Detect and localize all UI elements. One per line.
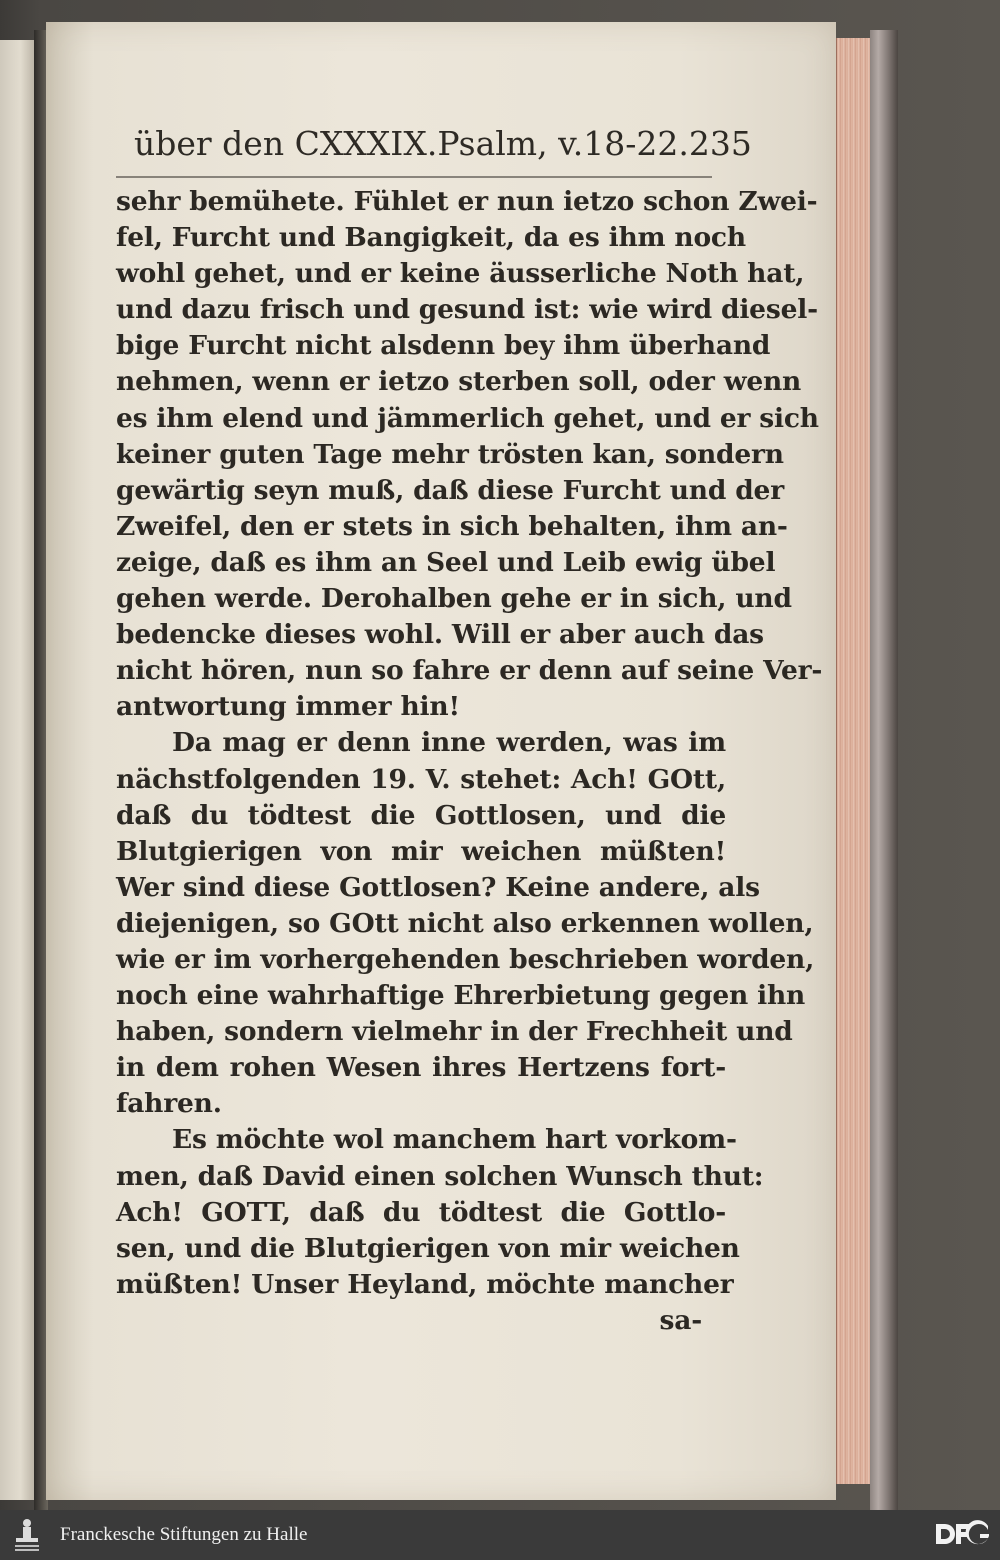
text-line: daß du tödtest die Gottlosen, und die — [116, 799, 726, 831]
text-line: in dem rohen Wesen ihres Hertzens fort- — [116, 1052, 726, 1084]
text-line: gewärtig seyn muß, daß diese Furcht und der — [116, 474, 784, 506]
text-line: noch eine wahrhaftige Ehrerbietung gegen ihn — [116, 980, 806, 1012]
text-line: zeige, daß es ihm an Seel und Leib ewig übel — [116, 546, 776, 578]
running-header-title: über den CXXXIX.Psalm, v.18-22. — [134, 124, 689, 163]
text-line: Es möchte wol manchem hart vorkom- — [172, 1124, 737, 1156]
text-line: bige Furcht nicht alsdenn bey ihm überhand — [116, 330, 771, 362]
footer-organization: Franckesche Stiftungen zu Halle — [60, 1524, 308, 1545]
text-line: haben, sondern vielmehr in der Frechheit und — [116, 1016, 793, 1048]
text-line: sehr bemühete. Fühlet er nun ietzo schon Zwei- — [116, 186, 818, 217]
text-line: fel, Furcht und Bangigkeit, da es ihm noch — [116, 222, 746, 254]
footer-bar — [0, 1510, 1000, 1560]
book-cover-edge — [870, 30, 898, 1510]
text-line: Zweifel, den er stets in sich behalten, ihm an- — [116, 510, 788, 542]
text-line: wie er im vorhergehenden beschrieben worden, — [116, 943, 815, 975]
text-line: nehmen, wenn er ietzo sterben soll, oder wenn — [116, 366, 802, 398]
text-line: fahren. — [116, 1088, 222, 1120]
text-line: müßten! Unser Heyland, möchte mancher — [116, 1268, 734, 1300]
previous-page-edge — [0, 40, 36, 1500]
header-rule — [116, 176, 712, 178]
text-line: antwortung immer hin! — [116, 691, 460, 723]
text-line: und dazu frisch und gesund ist: wie wird diesel- — [116, 294, 818, 326]
text-line: Blutgierigen von mir weichen müßten! — [116, 835, 726, 867]
page-text — [116, 118, 823, 1339]
dfg-logo-icon — [934, 1520, 990, 1548]
text-line: Da mag er denn inne werden, was im — [172, 727, 726, 759]
text-line: nächstfolgenden 19. V. stehet: Ach! GOtt, — [116, 763, 726, 795]
text-line: keiner guten Tage mehr trösten kan, sondern — [116, 438, 784, 470]
text-line: nicht hören, nun so fahre er denn auf seine Ver- — [116, 655, 823, 687]
text-line: diejenigen, so GOtt nicht also erkennen wollen, — [116, 907, 814, 939]
text-line: Ach! GOTT, daß du tödtest die Gottlo- — [116, 1196, 726, 1228]
text-line: sen, und die Blutgierigen von mir weichen — [116, 1232, 740, 1264]
page-edges — [836, 38, 871, 1484]
franckesche-stiftungen-logo-icon — [12, 1516, 42, 1554]
text-line: es ihm elend und jämmerlich gehet, und er sich — [116, 402, 819, 434]
text-line: sa- — [659, 1304, 702, 1336]
text-line: men, daß David einen solchen Wunsch thut: — [116, 1160, 764, 1192]
running-header — [134, 118, 752, 170]
text-line: gehen werde. Derohalben gehe er in sich, und — [116, 583, 792, 615]
text-line: bedencke dieses wohl. Will er aber auch das — [116, 619, 764, 651]
text-line: wohl gehet, und er keine äusserliche Noth hat, — [116, 258, 805, 290]
body-text — [116, 184, 823, 1339]
text-line: Wer sind diese Gottlosen? Keine andere, als — [116, 871, 760, 903]
page-number: 235 — [688, 124, 752, 163]
